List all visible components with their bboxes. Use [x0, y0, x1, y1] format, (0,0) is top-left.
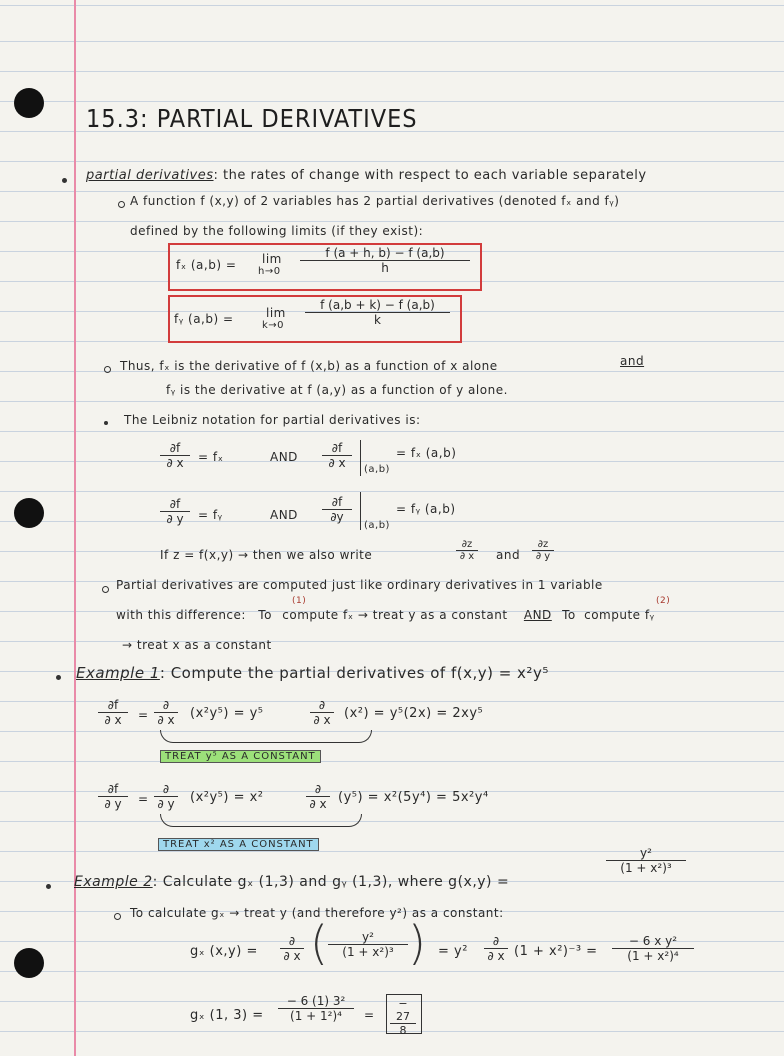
dx-symbol: ∂ x — [459, 551, 475, 562]
value-numerator: − 6 (1) 3² — [278, 994, 354, 1009]
answer-fraction — [390, 997, 416, 1037]
bullet — [56, 675, 61, 680]
bullet — [62, 178, 67, 183]
fx-fraction — [300, 246, 470, 275]
inner-numerator: y² — [328, 930, 408, 945]
binder-hole — [14, 498, 44, 528]
ex1-dfdy-rest: (x²y⁵) = x² — [190, 790, 264, 805]
eval-point: (a,b) — [364, 520, 390, 531]
df-symbol: ∂f — [322, 441, 352, 456]
gx13-lhs: gₓ (1, 3) = — [190, 1008, 264, 1023]
sub-bullet — [114, 913, 121, 920]
d-symbol: ∂ — [154, 782, 178, 797]
fx-lim-under: h→0 — [258, 266, 281, 277]
computed-line2b: compute fₓ → treat y as a constant — [282, 608, 508, 622]
d-symbol: ∂ — [154, 698, 178, 713]
example1-label: Example 1 — [76, 664, 160, 682]
d-dx — [306, 782, 330, 811]
and2: and — [496, 548, 521, 562]
fy-numerator: f (a,b + k) − f (a,b) — [305, 298, 450, 313]
eval-point: (a,b) — [364, 464, 390, 475]
value-fraction — [278, 994, 354, 1023]
bullet — [46, 884, 51, 889]
dz-dx — [456, 539, 478, 562]
eq-fxab: = fₓ (a,b) — [396, 446, 457, 460]
d-dx — [280, 934, 304, 963]
sub-bullet — [118, 201, 125, 208]
sub-bullet — [102, 586, 109, 593]
thus-line1: Thus, fₓ is the derivative of f (x,b) as a function of x alone — [120, 359, 498, 373]
eval-bar — [360, 440, 361, 476]
dx-symbol: ∂ x — [104, 713, 122, 727]
df-symbol: ∂f — [322, 495, 352, 510]
pow-term: (1 + x²)⁻³ = — [514, 944, 598, 959]
inner-fraction — [328, 930, 408, 959]
to-1: To — [258, 608, 272, 622]
dy-symbol: ∂ y — [157, 797, 175, 811]
dy-symbol: ∂y — [330, 510, 344, 524]
notebook-page: 15.3: PARTIAL DERIVATIVES partial derivatives: the rates of change with respect to each variable separately A function f (x,y) of 2 variables has 2 partial derivatives (denoted fₓ and fᵧ) defined by the following limits (if they exist): fₓ (a,b) = lim h→0 $\frac{f (a + h, b) - f (a,b)}{h}$ fᵧ (a,b) = lim k→0 $\frac{f (a,b + k) - f (a,b)}{k}$ Thus, fₓ is the derivative of f (x,b) as a function of x alone and fᵧ is the derivative at f (a,y) as a function of y alone. The Leibniz notation for partial derivatives is: $\frac{\partial f}{\partial x}$ = fₓ AND $\frac{\partial f}{\partial x}$ (a,b) = fₓ (a,b) $\frac{\partial f}{\partial y}$ = fᵧ AND $\frac{\partial f}{\partial y}$ (a,b) = fᵧ (a,b) If z = f(x,y) → then we also write $\frac{\partial z}{\partial x}$ and $\frac{\partial z}{\partial y}$ Partial derivatives are computed just like ordinary derivatives in 1 variable (1) (2) with this difference: To compute fₓ → treat y as a constant AND To compute fᵧ → treat x as a constant Example 1: Compute the partial derivatives of f(x,y) = x²y⁵ $\frac{\partial f}{\partial x}$ = ∂ ∂ x (x²y⁵) = y⁵ ∂ ∂ x (x²) = y⁵(2x) = 2xy⁵ TREAT y⁵ AS A CONSTANT $\frac{\partial f}{\partial y}$ = ∂ ∂ y (x²y⁵) = x² ∂ ∂ x (y⁵) = x²(5y⁴) = 5x²y⁴ TREAT x² AS A CONSTANT Example 2: Calculate gₓ (1,3) and gᵧ (1,3), where g(x,y) = $\frac{\text{y²}}{\text{(1 + x²)³}}$ To calculate gₓ → treat y (and therefore y²) as a constant: gₓ (x,y) = ∂ ∂ x ( $\frac{\text{y²}}{\text{(1 + x²)³}}$ ) = y² ∂ ∂ x (1 + x²)⁻³ = $\frac{\text{− 6 x y²}}{\text{(1 + x²)⁴}}$ gₓ (1, 3) = $\frac{\text{− 6 (1) 3²}}{\text{(1 + 1²)⁴}}$ = $\frac{- 27}{8}$ — [0, 0, 784, 1056]
ex1-dfdx-rest: (x²y⁵) = y⁵ — [190, 706, 264, 721]
d-dx — [484, 934, 508, 963]
def-sub1: A function f (x,y) of 2 variables has 2 partial derivatives (denoted fₓ and fᵧ) — [130, 194, 620, 208]
fy-lhs: fᵧ (a,b) = — [174, 312, 234, 326]
inner-denominator: (1 + x²)³ — [342, 945, 394, 959]
page-title: 15.3: PARTIAL DERIVATIVES — [86, 104, 418, 133]
result-numerator: − 6 x y² — [612, 934, 694, 949]
fy-lim-under: k→0 — [262, 320, 285, 331]
and-word: AND — [270, 508, 298, 522]
brace — [160, 814, 362, 827]
fy-fraction — [305, 298, 450, 327]
df-dy — [160, 497, 190, 526]
brace — [160, 730, 372, 743]
def-sub1b: defined by the following limits (if they exist): — [130, 224, 424, 238]
df-symbol: ∂f — [98, 698, 128, 713]
example2-label: Example 2 — [74, 874, 153, 890]
df-dx-at — [322, 441, 352, 470]
g-denominator: (1 + x²)³ — [620, 861, 672, 875]
highlight-treat-y5: TREAT y⁵ AS A CONSTANT — [160, 750, 321, 763]
computed-line3: → treat x as a constant — [122, 638, 272, 652]
thus-line2: fᵧ is the derivative at f (a,y) as a function of y alone. — [166, 383, 508, 397]
d-symbol: ∂ — [484, 934, 508, 949]
equals: = — [364, 1008, 375, 1022]
eq-y2: = y² — [438, 944, 468, 959]
to-2: To — [562, 608, 576, 622]
example1-text: : Compute the partial derivatives of f(x,y) = x²y⁵ — [159, 664, 549, 682]
eq-fy: = fᵧ — [198, 508, 223, 522]
thus-and: and — [620, 354, 645, 368]
dy-symbol: ∂ y — [166, 512, 184, 526]
fx-lim: lim — [262, 252, 282, 266]
computed-line2a: with this difference: — [116, 608, 246, 622]
eval-bar — [360, 492, 361, 530]
fx-denominator: h — [381, 261, 389, 275]
computed-line1: Partial derivatives are computed just like ordinary derivatives in 1 variable — [116, 578, 603, 592]
g-numerator: y² — [606, 846, 686, 861]
df-symbol: ∂f — [98, 782, 128, 797]
dy-symbol: ∂ y — [535, 551, 551, 562]
df-dy-at — [322, 495, 352, 524]
fx-numerator: f (a + h, b) − f (a,b) — [300, 246, 470, 261]
dx-symbol: ∂ x — [309, 797, 327, 811]
dx-symbol: ∂ x — [313, 713, 331, 727]
dx-symbol: ∂ x — [487, 949, 505, 963]
mark-2: (2) — [656, 596, 671, 606]
dx-symbol: ∂ x — [166, 456, 184, 470]
dz-dy — [532, 539, 554, 562]
d-dx — [310, 698, 334, 727]
df-dx — [98, 698, 128, 727]
result-denominator: (1 + x²)⁴ — [627, 949, 679, 963]
sub-bullet — [104, 421, 108, 425]
dx-symbol: ∂ x — [283, 949, 301, 963]
fy-lim: lim — [266, 306, 286, 320]
answer-denominator: 8 — [399, 1024, 407, 1037]
answer-numerator: − 27 — [390, 997, 416, 1024]
dx-symbol: ∂ x — [157, 713, 175, 727]
value-denominator: (1 + 1²)⁴ — [290, 1009, 342, 1023]
gx-lhs: gₓ (x,y) = — [190, 944, 258, 959]
eq-fx: = fₓ — [198, 450, 224, 464]
dy-symbol: ∂ y — [104, 797, 122, 811]
dz-symbol: ∂z — [456, 539, 478, 551]
g-fraction — [606, 846, 686, 875]
d-symbol: ∂ — [280, 934, 304, 949]
d-dy — [154, 782, 178, 811]
sub-bullet — [104, 366, 111, 373]
d-symbol: ∂ — [310, 698, 334, 713]
example2-text: : Calculate gₓ (1,3) and gᵧ (1,3), where g(x,y) = — [152, 874, 510, 890]
eq-fyab: = fᵧ (a,b) — [396, 502, 456, 516]
mark-1: (1) — [292, 596, 307, 606]
df-dx — [160, 441, 190, 470]
ex1-dfdy-end: (y⁵) = x²(5y⁴) = 5x²y⁴ — [338, 790, 489, 805]
df-symbol: ∂f — [160, 497, 190, 512]
df-symbol: ∂f — [160, 441, 190, 456]
if-line: If z = f(x,y) → then we also write — [160, 548, 373, 562]
df-dy — [98, 782, 128, 811]
dx-symbol: ∂ x — [328, 456, 346, 470]
binder-hole — [14, 88, 44, 118]
and-underlined: AND — [523, 608, 552, 622]
ex1-dfdx-end: (x²) = y⁵(2x) = 2xy⁵ — [344, 706, 484, 721]
margin-line — [74, 0, 76, 1056]
highlight-treat-x2: TREAT x² AS A CONSTANT — [158, 838, 319, 851]
result-fraction — [612, 934, 694, 963]
computed-line2c: compute fᵧ — [584, 608, 655, 622]
d-symbol: ∂ — [306, 782, 330, 797]
d-dx — [154, 698, 178, 727]
ex2-sub: To calculate gₓ → treat y (and therefore y²) as a constant: — [130, 906, 504, 920]
fy-denominator: k — [374, 313, 381, 327]
binder-hole — [14, 948, 44, 978]
and-word: AND — [270, 450, 298, 464]
leibniz-intro: The Leibniz notation for partial derivatives is: — [124, 413, 421, 427]
def-term: partial derivatives — [86, 168, 214, 183]
def-desc: : the rates of change with respect to each variable separately — [213, 168, 647, 183]
fx-lhs: fₓ (a,b) = — [176, 258, 237, 272]
dz-symbol: ∂z — [532, 539, 554, 551]
